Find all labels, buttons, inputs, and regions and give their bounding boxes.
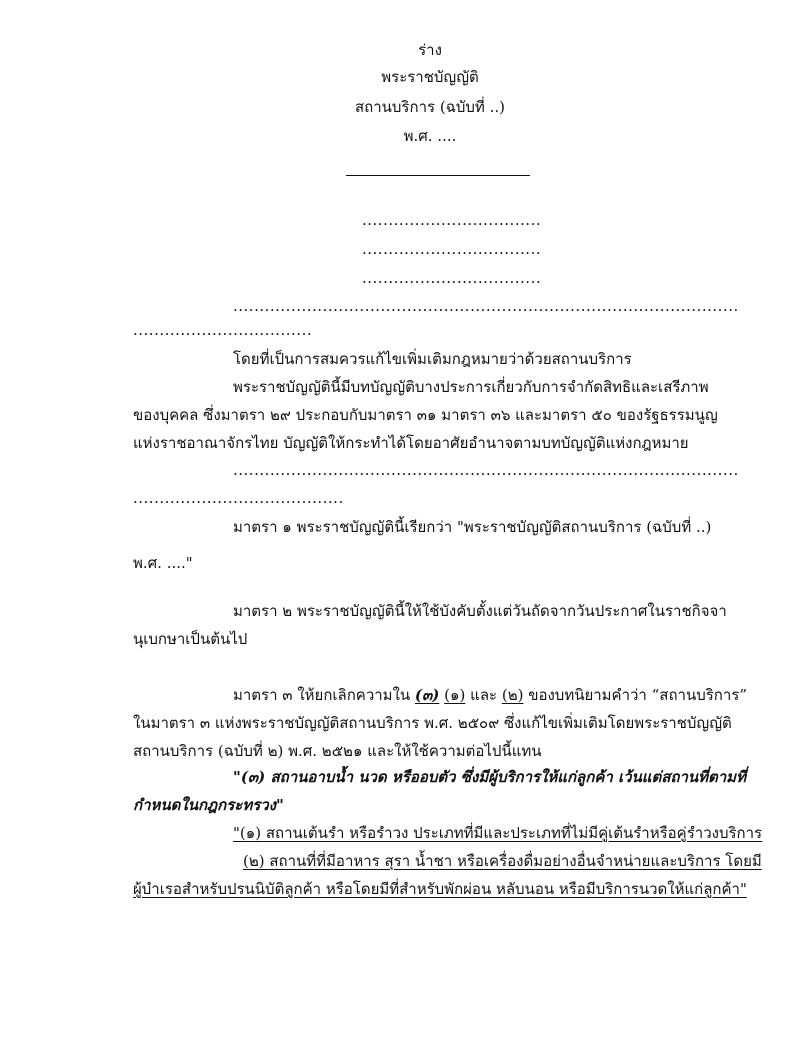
section-1-line-2: พ.ศ. ...."	[133, 554, 193, 572]
title-divider	[346, 175, 530, 176]
amendment-line-2: กำหนดในกฎกระทรวง"	[133, 796, 284, 814]
section-2-line-1: มาตรา ๒ พระราชบัญญัตินี้ให้ใช้บังคับตั้งแต่วันถัดจากวันประกาศในราชกิจจา	[233, 602, 727, 620]
section-3-struck-3: (๓)	[414, 686, 440, 704]
section-3-line-2: ในมาตรา ๓ แห่งพระราชบัญญัติสถานบริการ พ.ศ. ๒๕๐๙ ซึ่งแก้ไขเพิ่มเติมโดยพระราชบัญญัติ	[133, 714, 732, 732]
amendment-line-1: "(๓) สถานอาบน้ำ นวด หรืออบตัว ซึ่งมีผู้บริการให้แก่ลูกค้า เว้นแต่สถานที่ตามที่	[233, 768, 746, 786]
act-name: พระราชบัญญัติ	[381, 68, 479, 86]
preamble-dots-2: ..................................	[133, 321, 313, 339]
act-year: พ.ศ. ....	[403, 127, 457, 145]
section-3-text-g: ของบทนิยามคำว่า “สถานบริการ”	[523, 686, 748, 704]
preamble-rights-3: แห่งราชอาณาจักรไทย บัญญัติให้กระทำได้โดยอาศัยอำนาจตามบทบัญญัติแห่งกฎหมาย	[133, 434, 689, 452]
preamble-rights-2: ของบุคคล ซึ่งมาตรา ๒๙ ประกอบกับมาตรา ๓๑ มาตรา ๓๖ และมาตรา ๕๐ ของรัฐธรรมนูญ	[133, 406, 718, 424]
signature-dots-1: ..................................	[362, 211, 542, 229]
preamble-rights-1: พระราชบัญญัตินี้มีบทบัญญัติบางประการเกี่ยวกับการจำกัดสิทธิและเสรีภาพ	[233, 378, 709, 396]
item-2-line-2: ผู้บำเรอสำหรับปรนนิบัติลูกค้า หรือโดยมีที่สำหรับพักผ่อน หลับนอน หรือมีบริการนวดให้แก่ลูกค้า"	[133, 880, 747, 898]
preamble-dots-1: ................................................................................................	[233, 297, 739, 315]
section-2-line-2: นุเบกษาเป็นต้นไป	[133, 630, 248, 648]
section-1-line-1: มาตรา ๑ พระราชบัญญัตินี้เรียกว่า "พระราชบัญญัติสถานบริการ (ฉบับที่ ..)	[233, 518, 712, 536]
act-title: สถานบริการ (ฉบับที่ ..)	[355, 98, 505, 116]
section-3-line-3: สถานบริการ (ฉบับที่ ๒) พ.ศ. ๒๕๒๑ และให้ใช้ความต่อไปนี้แทน	[133, 742, 542, 760]
preamble-reason: โดยที่เป็นการสมควรแก้ไขเพิ่มเติมกฎหมายว่าด้วยสถานบริการ	[233, 350, 632, 368]
preamble-dots-3: ................................................................................................	[233, 461, 739, 479]
preamble-dots-4: ........................................	[133, 489, 344, 507]
section-3-line-1	[233, 685, 747, 705]
signature-dots-3: ..................................	[362, 269, 542, 287]
signature-dots-2: ..................................	[362, 240, 542, 258]
item-2-line-1: (๒) สถานที่ที่มีอาหาร สุรา น้ำชา หรือเครื่องดื่มอย่างอื่นจำหน่ายและบริการ โดยมี	[243, 852, 762, 870]
section-3-text-and: และ	[465, 686, 502, 704]
section-3-ref-2: (๒)	[501, 686, 524, 704]
draft-label: ร่าง	[418, 41, 442, 59]
section-3-text-a: มาตรา ๓ ให้ยกเลิกความใน	[233, 686, 415, 704]
section-3-ref-1: (๑)	[444, 686, 466, 704]
item-1: "(๑) สถานเต้นรำ หรือรำวง ประเภทที่มีและประเภทที่ไม่มีคู่เต้นรำหรือคู่รำวงบริการ	[233, 824, 763, 842]
